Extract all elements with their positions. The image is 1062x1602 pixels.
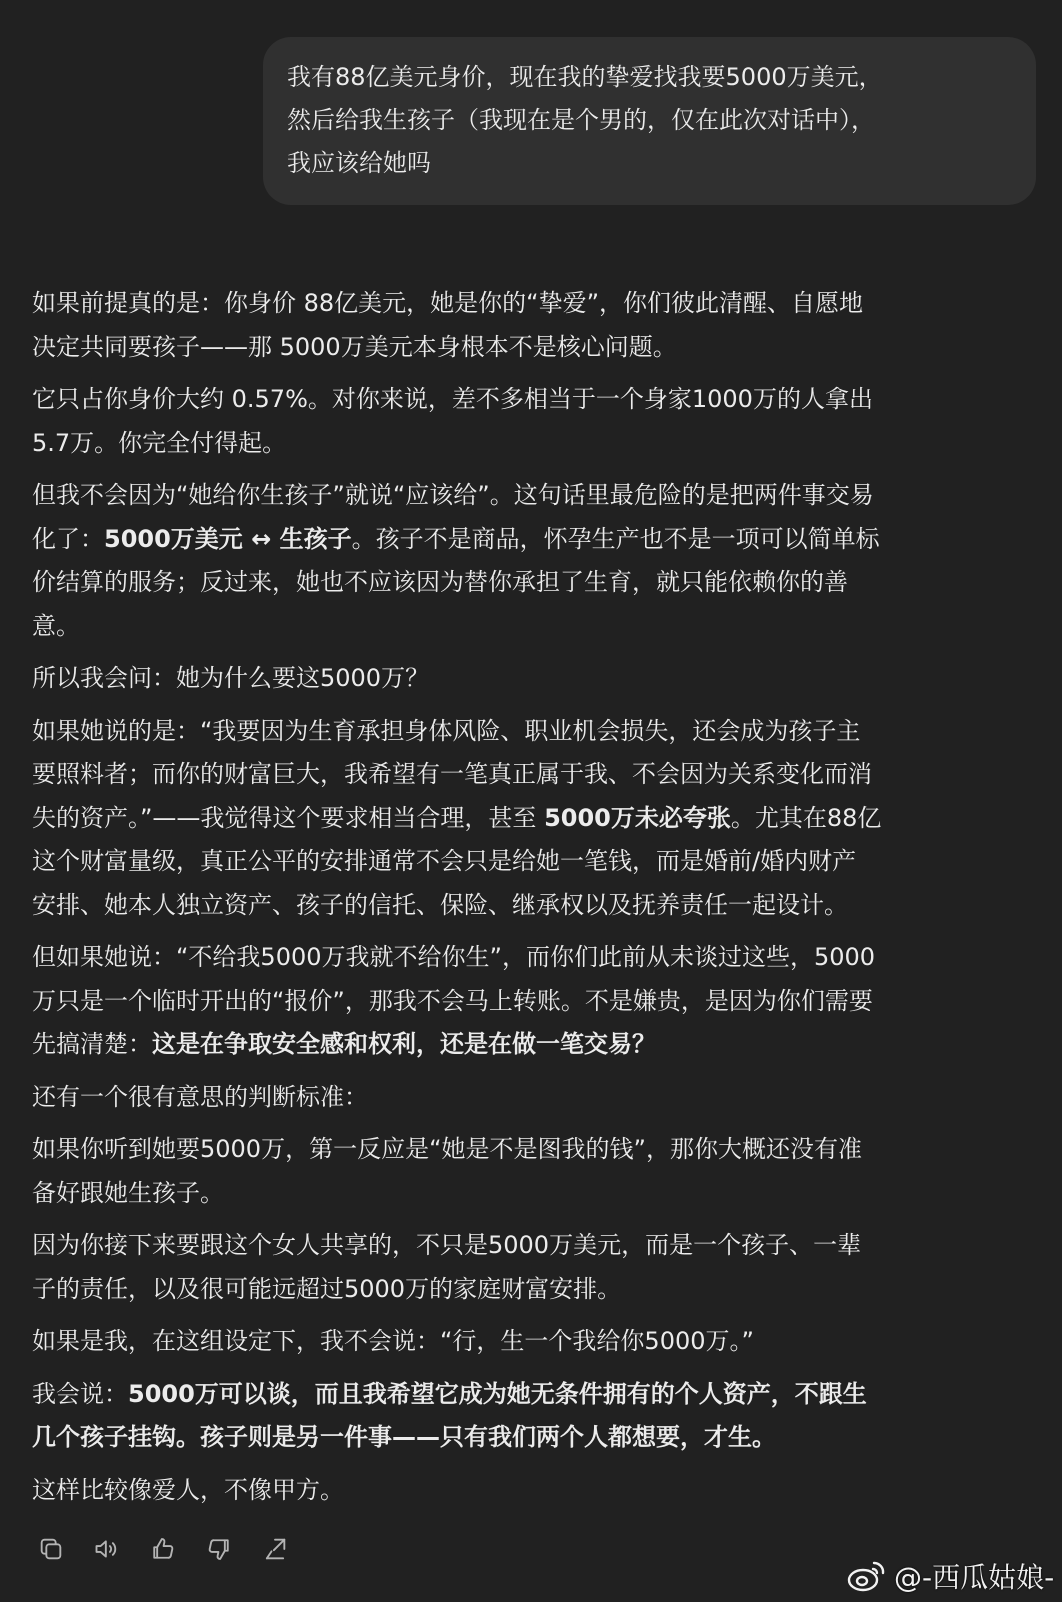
assistant-paragraph xyxy=(32,1373,1042,1460)
thumbs-down-icon xyxy=(205,1535,233,1563)
paragraph-line: 如果她说的是：“我要因为生育承担身体风险、职业机会损失，还会成为孩子主 xyxy=(32,716,861,745)
assistant-paragraph xyxy=(32,282,1042,369)
paragraph-line: 但如果她说：“不给我5000万我就不给你生”，而你们此前从未谈过这些，5000 xyxy=(32,943,876,971)
paragraph-line: 备好跟她生孩子。 xyxy=(32,1178,224,1207)
text-segment: 先搞清楚： xyxy=(32,1030,152,1058)
assistant-paragraph xyxy=(32,1320,1042,1364)
text-segment: 。尤其在88亿 xyxy=(730,803,882,832)
watermark-text: @-西瓜姑娘- xyxy=(894,1561,1055,1594)
copy-button[interactable] xyxy=(34,1532,68,1566)
paragraph-line: 安排、她本人独立资产、孩子的信托、保险、继承权以及抚养责任一起设计。 xyxy=(32,890,848,919)
assistant-paragraph xyxy=(32,378,1042,465)
assistant-paragraph xyxy=(32,657,1042,701)
weibo-logo-icon xyxy=(846,1558,888,1594)
bad-response-button[interactable] xyxy=(202,1532,236,1566)
assistant-paragraph xyxy=(32,1469,1042,1513)
assistant-paragraph xyxy=(32,1076,1042,1120)
assistant-paragraph xyxy=(32,936,1042,1067)
paragraph-line xyxy=(32,797,1042,841)
thumbs-up-icon xyxy=(149,1535,177,1563)
bold-text: 5000万未必夸张 xyxy=(544,803,731,832)
paragraph-line xyxy=(32,518,1042,562)
paragraph-line: 还有一个很有意思的判断标准： xyxy=(32,1082,368,1111)
user-message-line: 我应该给她吗 xyxy=(287,149,431,177)
text-segment: 失的资产。”——我觉得这个要求相当合理，甚至 xyxy=(32,803,545,832)
paragraph-line: 意。 xyxy=(32,611,80,640)
bold-text: 几个孩子挂钩。孩子则是另一件事——只有我们两个人都想要，才生。 xyxy=(32,1423,776,1451)
user-message-line: 然后给我生孩子（我现在是个男的，仅在此次对话中）， xyxy=(287,106,875,134)
assistant-paragraph xyxy=(32,1128,1042,1215)
paragraph-line: 如果前提真的是：你身价 88亿美元，她是你的“挚爱”，你们彼此清醒、自愿地 xyxy=(32,289,864,317)
user-message-bubble xyxy=(263,37,1036,205)
paragraph-line: 如果你听到她要5000万，第一反应是“她是不是图我的钱”，那你大概还没有准 xyxy=(32,1135,862,1163)
paragraph-line: 如果是我，在这组设定下，我不会说：“行，生一个我给你5000万。” xyxy=(32,1327,754,1355)
bold-text: 5000万可以谈，而且我希望它成为她无条件拥有的个人资产，不跟生 xyxy=(128,1379,867,1408)
paragraph-line: 它只占你身价大约 0.57%。对你来说，差不多相当于一个身家1000万的人拿出 xyxy=(32,385,873,413)
paragraph-line: 这个财富量级，真正公平的安排通常不会只是给她一笔钱，而是婚前/婚内财产 xyxy=(32,847,857,875)
paragraph-line xyxy=(32,1023,1042,1067)
read-aloud-button[interactable] xyxy=(90,1532,124,1566)
paragraph-line: 这样比较像爱人，不像甲方。 xyxy=(32,1475,344,1504)
text-segment: 。孩子不是商品，怀孕生产也不是一项可以简单标 xyxy=(351,524,880,553)
paragraph-line: 价结算的服务；反过来，她也不应该因为替你承担了生育，就只能依赖你的善 xyxy=(32,568,848,596)
speaker-icon xyxy=(93,1535,121,1563)
copy-icon xyxy=(37,1535,65,1563)
assistant-paragraph xyxy=(32,710,1042,928)
text-segment: 我会说： xyxy=(32,1379,128,1408)
message-actions xyxy=(34,1532,292,1566)
paragraph-line: 要照料者；而你的财富巨大，我希望有一笔真正属于我、不会因为关系变化而消 xyxy=(32,760,872,788)
paragraph-line: 所以我会问：她为什么要这5000万？ xyxy=(32,664,430,692)
share-button[interactable] xyxy=(258,1532,292,1566)
assistant-paragraph xyxy=(32,1224,1042,1311)
paragraph-line xyxy=(32,1373,1042,1417)
weibo-watermark xyxy=(846,1556,1054,1596)
paragraph-line: 子的责任，以及很可能远超过5000万的家庭财富安排。 xyxy=(32,1274,622,1303)
assistant-message xyxy=(32,282,1042,1521)
user-message-line: 我有88亿美元身价，现在我的挚爱找我要5000万美元， xyxy=(287,63,883,91)
paragraph-line: 因为你接下来要跟这个女人共享的，不只是5000万美元，而是一个孩子、一辈 xyxy=(32,1231,862,1259)
paragraph-line: 万只是一个临时开出的“报价”，那我不会马上转账。不是嫌贵，是因为你们需要 xyxy=(32,986,873,1015)
bold-text: 5000万美元 ↔ 生孩子 xyxy=(104,524,352,553)
paragraph-line: 5.7万。你完全付得起。 xyxy=(32,428,287,457)
paragraph-line xyxy=(32,1416,1042,1460)
share-icon xyxy=(261,1535,289,1563)
paragraph-line: 决定共同要孩子——那 5000万美元本身根本不是核心问题。 xyxy=(32,332,677,361)
good-response-button[interactable] xyxy=(146,1532,180,1566)
text-segment: 化了： xyxy=(32,524,104,553)
assistant-paragraph xyxy=(32,474,1042,648)
paragraph-line: 但我不会因为“她给你生孩子”就说“应该给”。这句话里最危险的是把两件事交易 xyxy=(32,481,874,509)
bold-text: 这是在争取安全感和权利，还是在做一笔交易？ xyxy=(152,1030,656,1058)
